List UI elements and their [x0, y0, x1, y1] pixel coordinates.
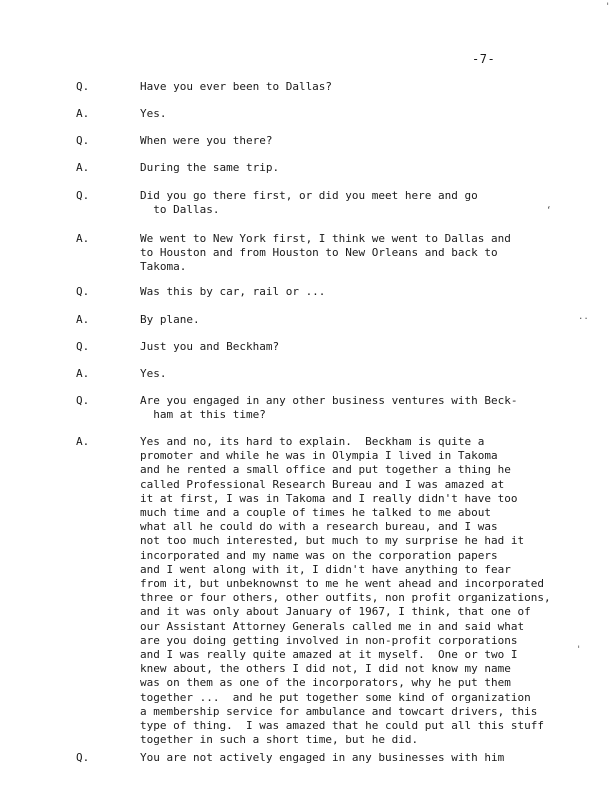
- entry-text: By plane.: [140, 313, 200, 326]
- speaker-label: Q.: [76, 285, 90, 298]
- speaker-label: Q.: [76, 189, 90, 202]
- entry-text: Have you ever been to Dallas?: [140, 80, 333, 93]
- speaker-label: A.: [76, 313, 90, 326]
- entry-text: During the same trip.: [140, 161, 280, 174]
- speaker-label: A.: [76, 367, 90, 380]
- entry-text: Was this by car, rail or ...: [140, 285, 326, 298]
- entry-text: We went to New York first, I think we went to Dallas and to Houston and from Houston to New Orleans and back to Takoma.: [140, 232, 511, 274]
- speaker-label: Q.: [76, 340, 90, 353]
- scan-speck: ..: [578, 312, 589, 322]
- speaker-label: A.: [76, 435, 90, 448]
- scan-speck: ': [576, 645, 582, 655]
- speaker-label: A.: [76, 107, 90, 120]
- entry-text: Yes and no, its hard to explain. Beckham is quite a promoter and while he was in Olympia I lived in Takoma and he rented a small office and put together a thing he called Professional Research Bureau and I was amazed at it at first, I was in Takoma and I really didn't have too much time and a couple of times he talked to me about what all he could do with a research bureau, and I was not too much interested, but much to my surprise he had it incorporated and my name was on the corporation papers and I went along with it, I didn't have anything to fear from it, but unbeknownst to me he went ahead and incorporated three or four others, other outfits, non profit organizations, and it was only about January of 1967, I think, that one of our Assistant Attorney Generals called me in and said what are you doing getting involved in non-profit corporations and I was really quite amazed at it myself. One or two I knew about, the others I did not, I did not know my name was on them as one of the incorporators, why he put them together ... and he put together some kind of organization a membership service for ambulance and towcart drivers, this type of thing. I was amazed that he could put all this stuff together in such a short time, but he did.: [140, 435, 551, 747]
- scan-speck: ': [605, 2, 611, 12]
- speaker-label: A.: [76, 161, 90, 174]
- speaker-label: A.: [76, 232, 90, 245]
- entry-text: Did you go there first, or did you meet here and go to Dallas.: [140, 189, 478, 217]
- entry-text: Yes.: [140, 367, 167, 380]
- entry-text: You are not actively engaged in any businesses with him: [140, 751, 505, 764]
- entry-text: Yes.: [140, 107, 167, 120]
- speaker-label: Q.: [76, 751, 90, 764]
- page-number: -7-: [472, 52, 496, 66]
- scan-speck: ‘: [546, 206, 552, 216]
- entry-text: When were you there?: [140, 134, 273, 147]
- entry-text: Are you engaged in any other business ventures with Beck- ham at this time?: [140, 394, 518, 422]
- speaker-label: Q.: [76, 80, 90, 93]
- entry-text: Just you and Beckham?: [140, 340, 280, 353]
- speaker-label: Q.: [76, 134, 90, 147]
- speaker-label: Q.: [76, 394, 90, 407]
